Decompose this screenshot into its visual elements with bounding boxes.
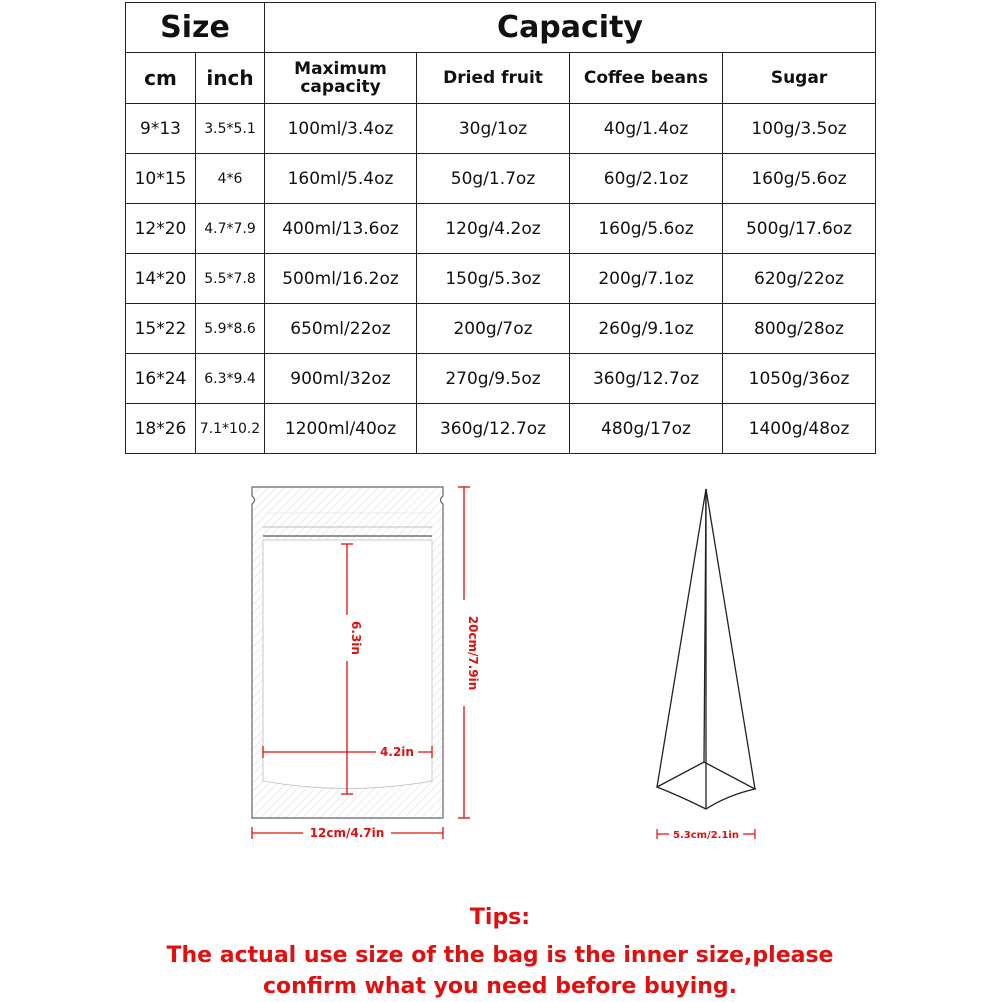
- col-header-max-capacity: Maximum capacity: [265, 53, 417, 104]
- cell-sugar: 620g/22oz: [723, 254, 876, 304]
- size-header: Size: [126, 3, 265, 53]
- cell-dried-fruit: 150g/5.3oz: [417, 254, 570, 304]
- cell-inch: 7.1*10.2: [196, 404, 265, 454]
- outer-width-dimension: [252, 825, 443, 841]
- cell-dried-fruit: 50g/1.7oz: [417, 154, 570, 204]
- inner-width-label: 4.2in: [380, 745, 414, 759]
- tips-text: The actual use size of the bag is the inner size,please confirm what you need before buying.: [166, 943, 834, 999]
- cell-coffee-beans: 40g/1.4oz: [570, 104, 723, 154]
- gusset-width-label: 5.3cm/2.1in: [673, 830, 739, 841]
- col-header-dried-fruit: Dried fruit: [417, 53, 570, 104]
- cell-cm: 10*15: [126, 154, 196, 204]
- cell-inch: 6.3*9.4: [196, 354, 265, 404]
- col-header-sugar: Sugar: [723, 53, 876, 104]
- cell-sugar: 800g/28oz: [723, 304, 876, 354]
- cell-max-capacity: 900ml/32oz: [265, 354, 417, 404]
- tips-title: Tips:: [469, 905, 531, 930]
- cell-inch: 5.5*7.8: [196, 254, 265, 304]
- cell-inch: 4.7*7.9: [196, 204, 265, 254]
- cell-cm: 14*20: [126, 254, 196, 304]
- cell-max-capacity: 400ml/13.6oz: [265, 204, 417, 254]
- cell-sugar: 1400g/48oz: [723, 404, 876, 454]
- outer-height-label: 20cm/7.9in: [466, 615, 480, 691]
- cell-inch: 5.9*8.6: [196, 304, 265, 354]
- cell-cm: 16*24: [126, 354, 196, 404]
- cell-max-capacity: 500ml/16.2oz: [265, 254, 417, 304]
- cell-coffee-beans: 60g/2.1oz: [570, 154, 723, 204]
- col-header-inch: inch: [196, 53, 265, 104]
- cell-sugar: 160g/5.6oz: [723, 154, 876, 204]
- cell-coffee-beans: 260g/9.1oz: [570, 304, 723, 354]
- cell-dried-fruit: 120g/4.2oz: [417, 204, 570, 254]
- cell-dried-fruit: 30g/1oz: [417, 104, 570, 154]
- cell-max-capacity: 1200ml/40oz: [265, 404, 417, 454]
- inner-height-label: 6.3in: [349, 621, 363, 655]
- cell-dried-fruit: 270g/9.5oz: [417, 354, 570, 404]
- col-header-cm: cm: [126, 53, 196, 104]
- cell-dried-fruit: 360g/12.7oz: [417, 404, 570, 454]
- cell-sugar: 100g/3.5oz: [723, 104, 876, 154]
- cell-coffee-beans: 200g/7.1oz: [570, 254, 723, 304]
- cell-coffee-beans: 480g/17oz: [570, 404, 723, 454]
- cell-cm: 9*13: [126, 104, 196, 154]
- cell-cm: 12*20: [126, 204, 196, 254]
- cell-inch: 3.5*5.1: [196, 104, 265, 154]
- cell-sugar: 1050g/36oz: [723, 354, 876, 404]
- cell-cm: 15*22: [126, 304, 196, 354]
- cell-coffee-beans: 360g/12.7oz: [570, 354, 723, 404]
- bag-side-view: [657, 489, 755, 809]
- outer-width-label: 12cm/4.7in: [309, 826, 385, 840]
- outer-height-dimension: [456, 487, 480, 818]
- cell-coffee-beans: 160g/5.6oz: [570, 204, 723, 254]
- cell-cm: 18*26: [126, 404, 196, 454]
- capacity-header: Capacity: [265, 3, 876, 53]
- cell-sugar: 500g/17.6oz: [723, 204, 876, 254]
- cell-max-capacity: 650ml/22oz: [265, 304, 417, 354]
- gusset-width-dimension: [657, 827, 755, 841]
- cell-max-capacity: 100ml/3.4oz: [265, 104, 417, 154]
- cell-dried-fruit: 200g/7oz: [417, 304, 570, 354]
- cell-max-capacity: 160ml/5.4oz: [265, 154, 417, 204]
- cell-inch: 4*6: [196, 154, 265, 204]
- col-header-coffee-beans: Coffee beans: [570, 53, 723, 104]
